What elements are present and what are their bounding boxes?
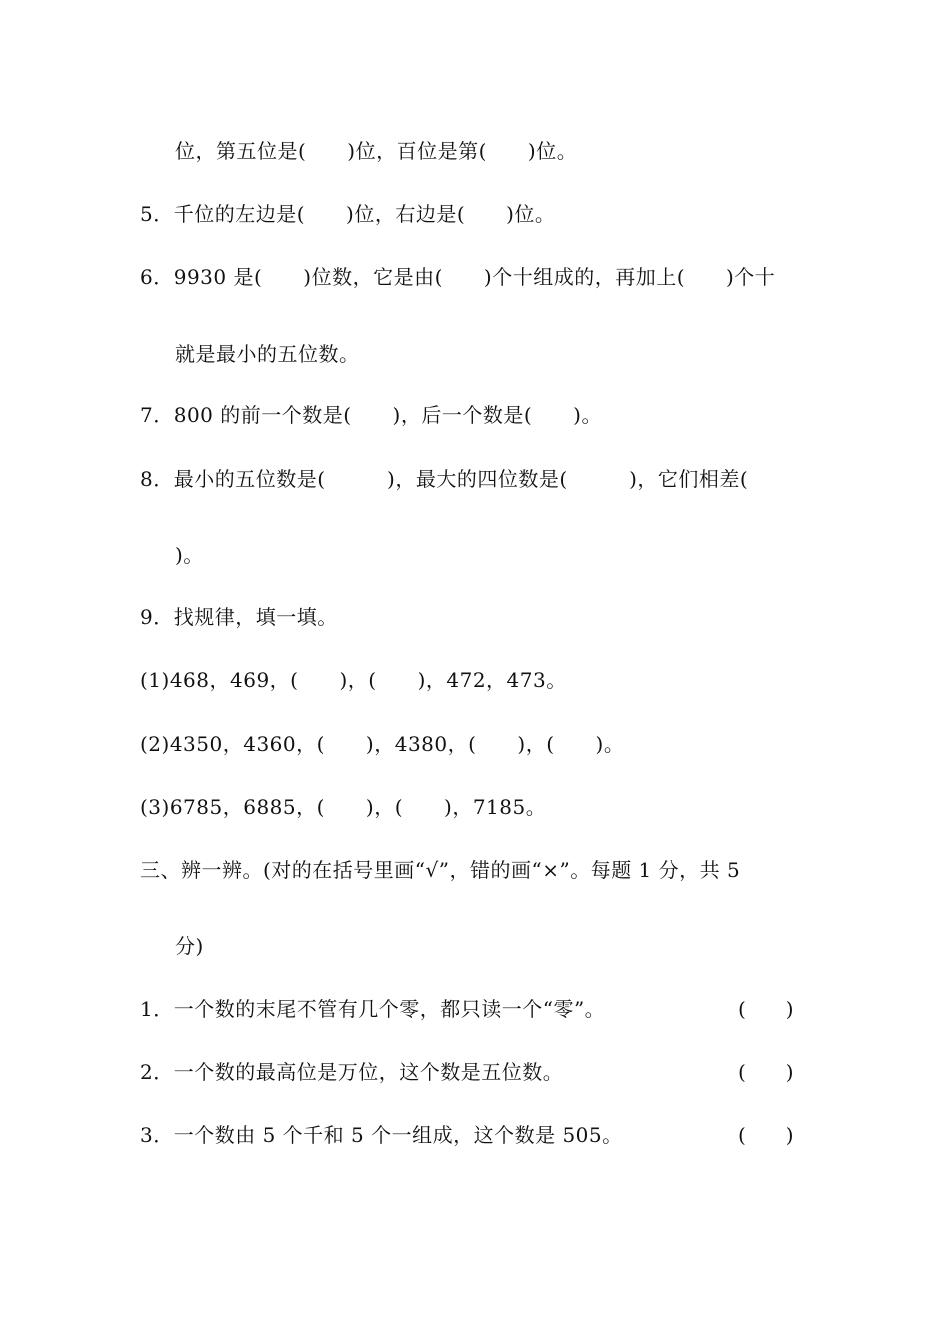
q8-text: 8．最小的五位数是( )，最大的四位数是( )，它们相差( bbox=[140, 467, 749, 491]
judge-q1-answer-bracket[interactable]: ( ) bbox=[738, 997, 794, 1021]
q6-text: 6．9930 是( )位数，它是由( )个十组成的，再加上( )个十 bbox=[140, 265, 776, 289]
section3-heading-continuation: 分) bbox=[175, 934, 204, 958]
section3-heading: 三、辨一辨。(对的在括号里画“√”，错的画“×”。每题 1 分，共 5 bbox=[140, 858, 741, 882]
q9-part3: (3)6785，6885，( )，( )，7185。 bbox=[140, 795, 547, 819]
q8-continuation: )。 bbox=[175, 543, 204, 567]
q9-part2: (2)4350，4360，( )，4380，( )，( )。 bbox=[140, 732, 625, 756]
q4-continuation: 位，第五位是( )位，百位是第( )位。 bbox=[175, 139, 578, 163]
q7-text: 7．800 的前一个数是( )，后一个数是( )。 bbox=[140, 403, 602, 427]
q6-continuation: 就是最小的五位数。 bbox=[175, 342, 360, 366]
judge-q2-answer-bracket[interactable]: ( ) bbox=[738, 1060, 794, 1084]
q9-part1: (1)468，469，( )，( )，472，473。 bbox=[140, 668, 567, 692]
judge-q3-text: 3．一个数由 5 个千和 5 个一组成，这个数是 505。 bbox=[140, 1123, 623, 1147]
judge-q2-text: 2．一个数的最高位是万位，这个数是五位数。 bbox=[140, 1060, 564, 1084]
judge-q1-text: 1．一个数的末尾不管有几个零，都只读一个“零”。 bbox=[140, 997, 606, 1021]
judge-q3-answer-bracket[interactable]: ( ) bbox=[738, 1123, 794, 1147]
q9-text: 9．找规律，填一填。 bbox=[140, 605, 338, 629]
q5-text: 5．千位的左边是( )位，右边是( )位。 bbox=[140, 202, 556, 226]
